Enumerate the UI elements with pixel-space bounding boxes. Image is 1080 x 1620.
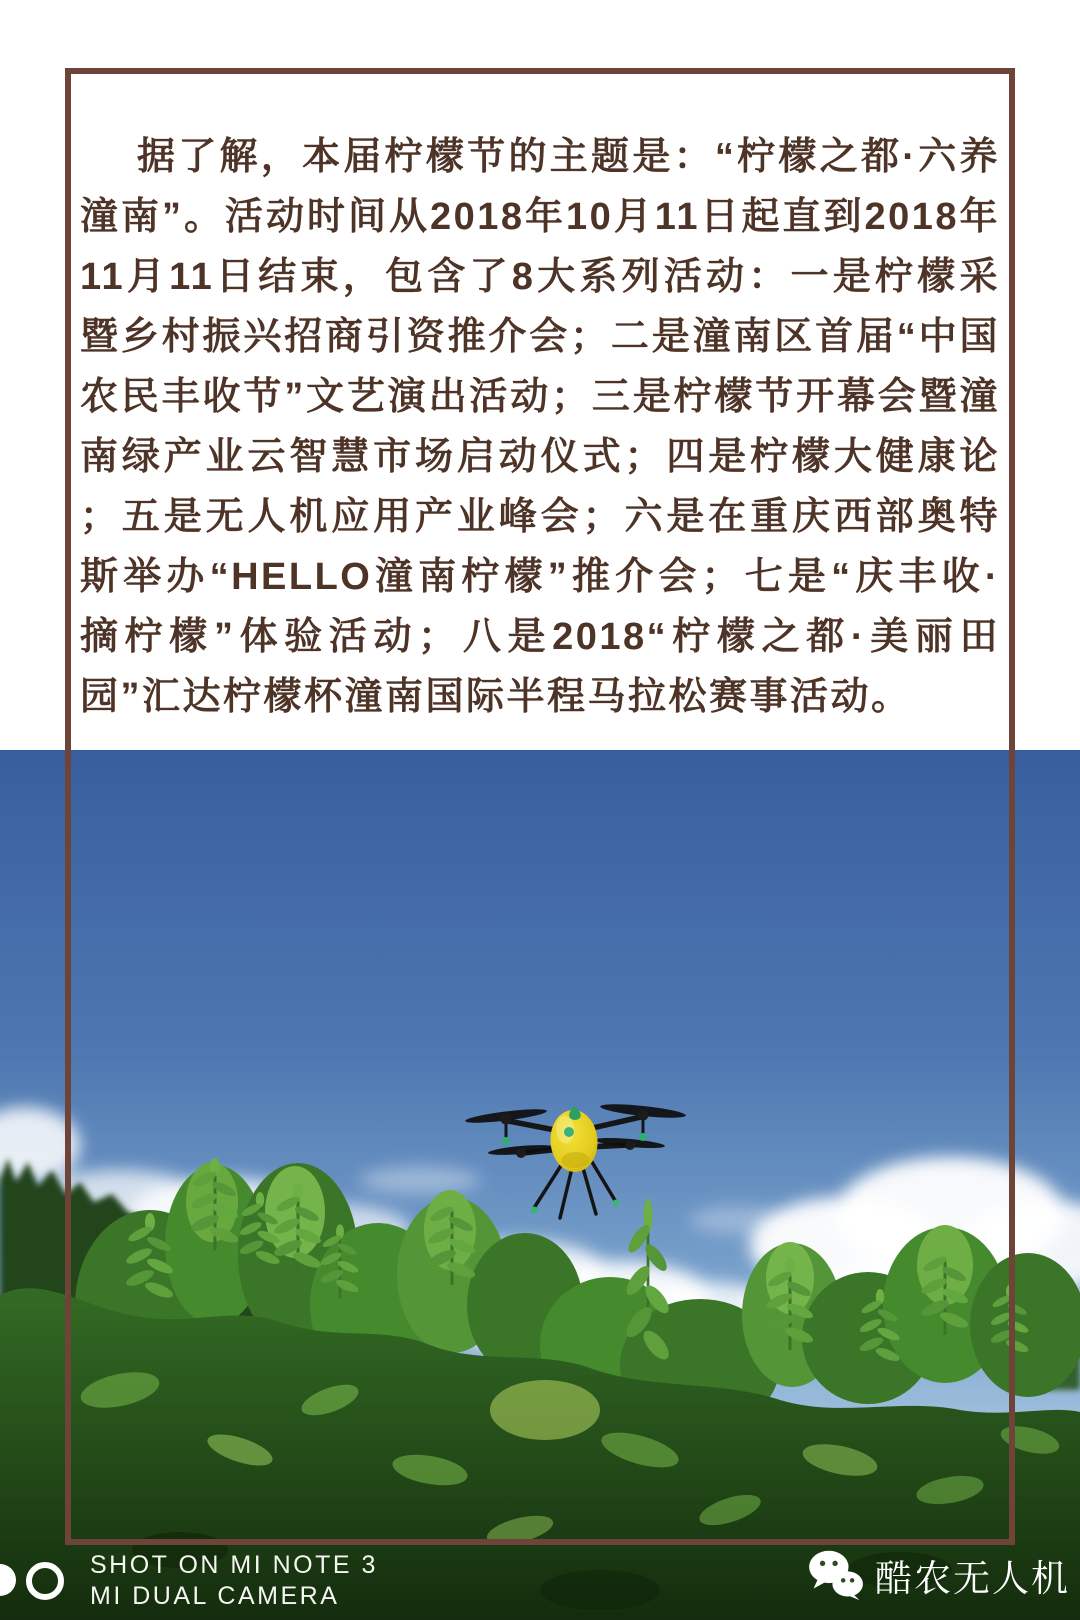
camera-watermark (0, 1550, 378, 1612)
article-line: 潼南”。活动时间从2018年10月11日起直到2018年 (80, 196, 1000, 238)
camera-watermark-line1: SHOT ON MI NOTE 3 (90, 1551, 378, 1579)
article-line: 11月11日结束，包含了8大系列活动：一是柠檬采 (80, 256, 1000, 298)
camera-ring-icon (26, 1562, 64, 1600)
camera-dot-icon (0, 1564, 16, 1596)
wechat-icon (807, 1549, 865, 1601)
article-line: 园”汇达柠檬杯潼南国际半程马拉松赛事活动。 (80, 676, 912, 718)
article-line: 农民丰收节”文艺演出活动；三是柠檬节开幕会暨潼 (80, 376, 1000, 418)
wechat-watermark (807, 1548, 1070, 1602)
article-line: 摘柠檬”体验活动；八是2018“柠檬之都·美丽田 (80, 616, 1000, 658)
article-line: 据了解，本届柠檬节的主题是：“柠檬之都·六养 (137, 136, 1000, 178)
article-line: 南绿产业云智慧市场启动仪式；四是柠檬大健康论 (80, 436, 1000, 478)
article-line: ；五是无人机应用产业峰会；六是在重庆西部奥特 (80, 496, 1000, 538)
camera-watermark-line2: MI DUAL CAMERA (90, 1582, 340, 1610)
article-line: 暨乡村振兴招商引资推介会；二是潼南区首届“中国 (80, 316, 1000, 358)
article-text (80, 127, 1000, 727)
camera-watermark-text (90, 1550, 378, 1612)
article-line: 斯举办“HELLO潼南柠檬”推介会；七是“庆丰收· (80, 556, 1000, 598)
wechat-watermark-label: 酷农无人机 (875, 1558, 1070, 1599)
